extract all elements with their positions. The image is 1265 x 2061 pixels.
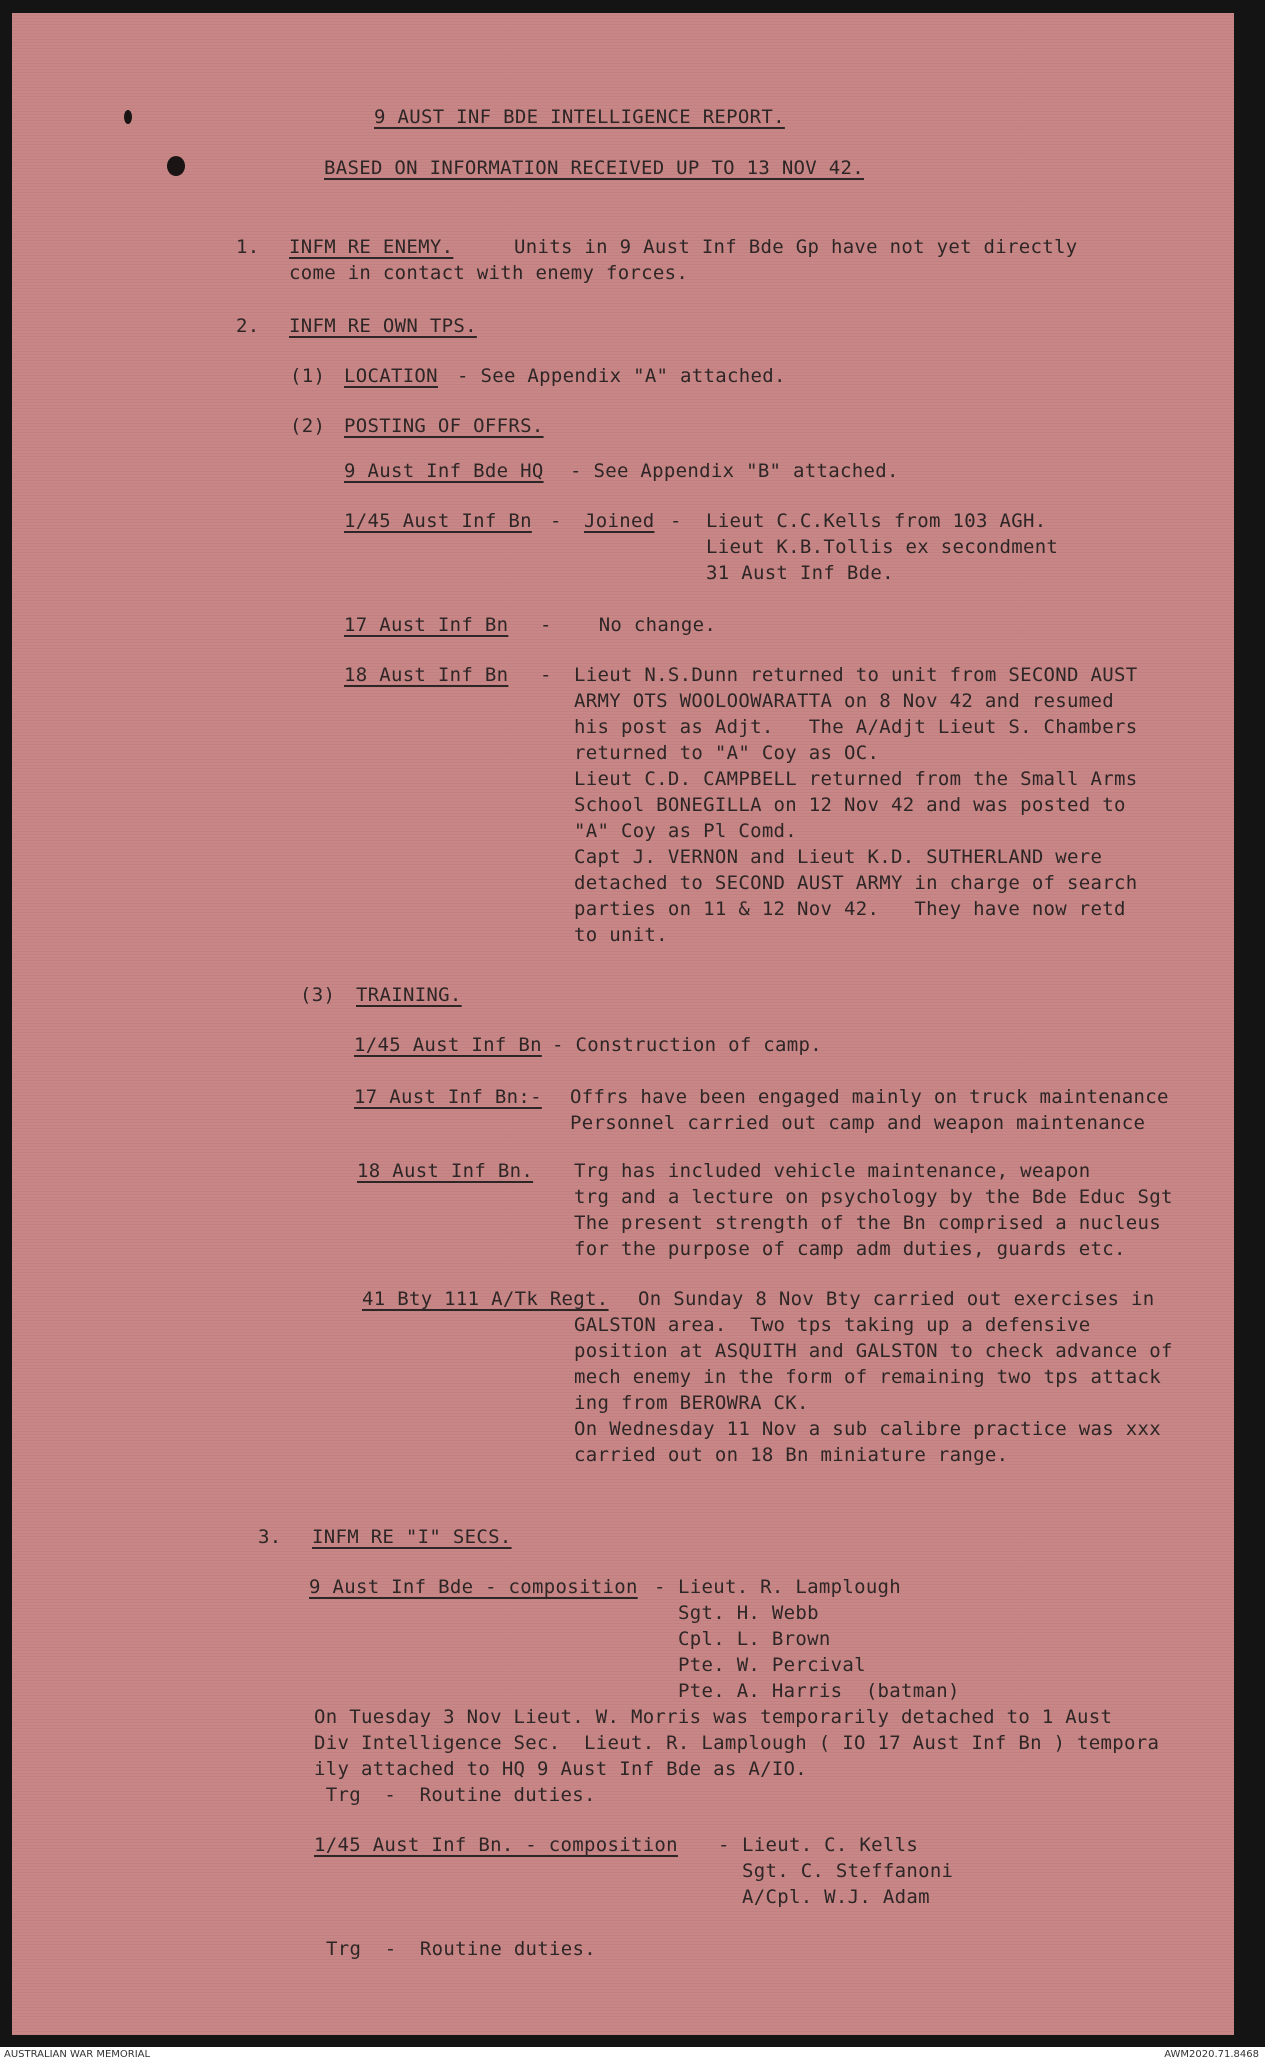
bde-hq-text: - See Appendix "B" attached. (570, 460, 899, 482)
section-1-heading: INFM RE ENEMY. (289, 236, 454, 258)
bn145-trg: Trg - Routine duties. (326, 1938, 596, 1960)
postings-label: POSTING OF OFFRS. (344, 415, 544, 437)
bde-member: Cpl. L. Brown (678, 1628, 831, 1650)
bde-member: Pte. W. Percival (678, 1654, 866, 1676)
bn17-unit: 17 Aust Inf Bn (344, 614, 509, 636)
bn18-line: his post as Adjt. The A/Adjt Lieut S. Chambers (574, 716, 1138, 738)
section-1-line: Units in 9 Aust Inf Bde Gp have not yet directly (514, 236, 1078, 258)
training-bn18-unit: 18 Aust Inf Bn. (357, 1160, 534, 1182)
location-number: (1) (290, 365, 326, 387)
bn18-line: returned to "A" Coy as OC. (574, 742, 880, 764)
bn18-line: "A" Coy as Pl Comd. (574, 820, 798, 842)
training-bn17-line: Personnel carried out camp and weapon maintenance (570, 1112, 1146, 1134)
section-3-number: 3. (258, 1526, 282, 1548)
document-page (12, 13, 1234, 2035)
bn145-member: A/Cpl. W.J. Adam (742, 1886, 930, 1908)
bn18-unit: 18 Aust Inf Bn (344, 664, 509, 686)
bn145-line: Lieut C.C.Kells from 103 AGH. (706, 510, 1047, 532)
training-number: (3) (300, 984, 336, 1006)
training-bty41-line: mech enemy in the form of remaining two tps attack (574, 1366, 1161, 1388)
section-3-para-line: ily attached to HQ 9 Aust Inf Bde as A/IO. (314, 1758, 808, 1780)
bn145-member: Lieut. C. Kells (742, 1834, 919, 1856)
section-2-number: 2. (236, 315, 260, 337)
location-text: - See Appendix "A" attached. (457, 365, 786, 387)
training-bty41-line: On Sunday 8 Nov Bty carried out exercises in (638, 1288, 1155, 1310)
training-bty41-unit: 41 Bty 111 A/Tk Regt. (362, 1288, 609, 1310)
bn145-unit: 1/45 Aust Inf Bn (344, 510, 532, 532)
footer-left: AUSTRALIAN WAR MEMORIAL (4, 2049, 151, 2060)
section-1-number: 1. (236, 236, 260, 258)
footer-right: AWM2020.71.8468 (1164, 2049, 1259, 2060)
bn18-line: Lieut C.D. CAMPBELL returned from the Small Arms (574, 768, 1138, 790)
training-bn17-unit: 17 Aust Inf Bn:- (354, 1086, 542, 1108)
bn18-line: to unit. (574, 924, 668, 946)
bn145-member: Sgt. C. Steffanoni (742, 1860, 954, 1882)
bn145-line: 31 Aust Inf Bde. (706, 562, 894, 584)
training-bn145-unit: 1/45 Aust Inf Bn (354, 1034, 542, 1056)
bde-composition-dash: - (654, 1576, 666, 1598)
bn17-text: - No change. (540, 614, 717, 636)
training-bn18-line: for the purpose of camp adm duties, guards etc. (574, 1238, 1126, 1260)
training-bn145-text: - Construction of camp. (552, 1034, 822, 1056)
training-label: TRAINING. (356, 984, 462, 1006)
bn145-dash-2: - (670, 510, 682, 532)
bde-member: Sgt. H. Webb (678, 1602, 819, 1624)
bn145-dash: - (550, 510, 562, 532)
training-bn17-line: Offrs have been engaged mainly on truck maintenance (570, 1086, 1169, 1108)
bn18-line: Capt J. VERNON and Lieut K.D. SUTHERLAND were (574, 846, 1103, 868)
training-bn18-line: trg and a lecture on psychology by the Bde Educ Sgt (574, 1186, 1173, 1208)
punch-hole (167, 156, 185, 176)
bde-composition-label: 9 Aust Inf Bde - composition (309, 1576, 638, 1598)
training-bty41-line: On Wednesday 11 Nov a sub calibre practice was xxx (574, 1418, 1161, 1440)
postings-number: (2) (290, 415, 326, 437)
section-3-para-line: On Tuesday 3 Nov Lieut. W. Morris was temporarily detached to 1 Aust (314, 1706, 1113, 1728)
training-bty41-line: position at ASQUITH and GALSTON to check advance of (574, 1340, 1173, 1362)
section-3-para-line: Div Intelligence Sec. Lieut. R. Lamplough ( IO 17 Aust Inf Bn ) tempora (314, 1732, 1160, 1754)
bde-member: Pte. A. Harris (batman) (678, 1680, 960, 1702)
bn18-line: detached to SECOND AUST ARMY in charge of search (574, 872, 1138, 894)
bn18-line: ARMY OTS WOOLOOWARATTA on 8 Nov 42 and resumed (574, 690, 1114, 712)
section-2-heading: INFM RE OWN TPS. (289, 315, 477, 337)
bn18-line: School BONEGILLA on 12 Nov 42 and was posted to (574, 794, 1126, 816)
section-3-heading: INFM RE "I" SECS. (312, 1526, 512, 1548)
bde-hq-unit: 9 Aust Inf Bde HQ (344, 460, 544, 482)
location-label: LOCATION (344, 365, 438, 387)
bde-member: Lieut. R. Lamplough (678, 1576, 902, 1598)
punch-hole-mark (124, 110, 132, 124)
section-1-line: come in contact with enemy forces. (289, 262, 689, 284)
report-title: 9 AUST INF BDE INTELLIGENCE REPORT. (374, 106, 785, 128)
training-bn18-line: The present strength of the Bn comprised a nucleus (574, 1212, 1161, 1234)
training-bn18-line: Trg has included vehicle maintenance, weapon (574, 1160, 1091, 1182)
report-subtitle: BASED ON INFORMATION RECEIVED UP TO 13 NOV 42. (324, 157, 864, 179)
section-3-para-line: Trg - Routine duties. (314, 1784, 596, 1806)
training-bty41-line: ing from BEROWRA CK. (574, 1392, 809, 1414)
bn145-composition-label: 1/45 Aust Inf Bn. - composition (314, 1834, 678, 1856)
training-bty41-line: carried out on 18 Bn miniature range. (574, 1444, 1009, 1466)
bn145-line: Lieut K.B.Tollis ex secondment (706, 536, 1059, 558)
bn18-line: Lieut N.S.Dunn returned to unit from SECOND AUST (574, 664, 1138, 686)
bn18-dash: - (540, 664, 552, 686)
bn18-line: parties on 11 & 12 Nov 42. They have now retd (574, 898, 1126, 920)
bn145-composition-dash: - (718, 1834, 730, 1856)
training-bty41-line: GALSTON area. Two tps taking up a defensive (574, 1314, 1091, 1336)
bn145-status: Joined (584, 510, 655, 532)
archive-footer (0, 2049, 1265, 2061)
